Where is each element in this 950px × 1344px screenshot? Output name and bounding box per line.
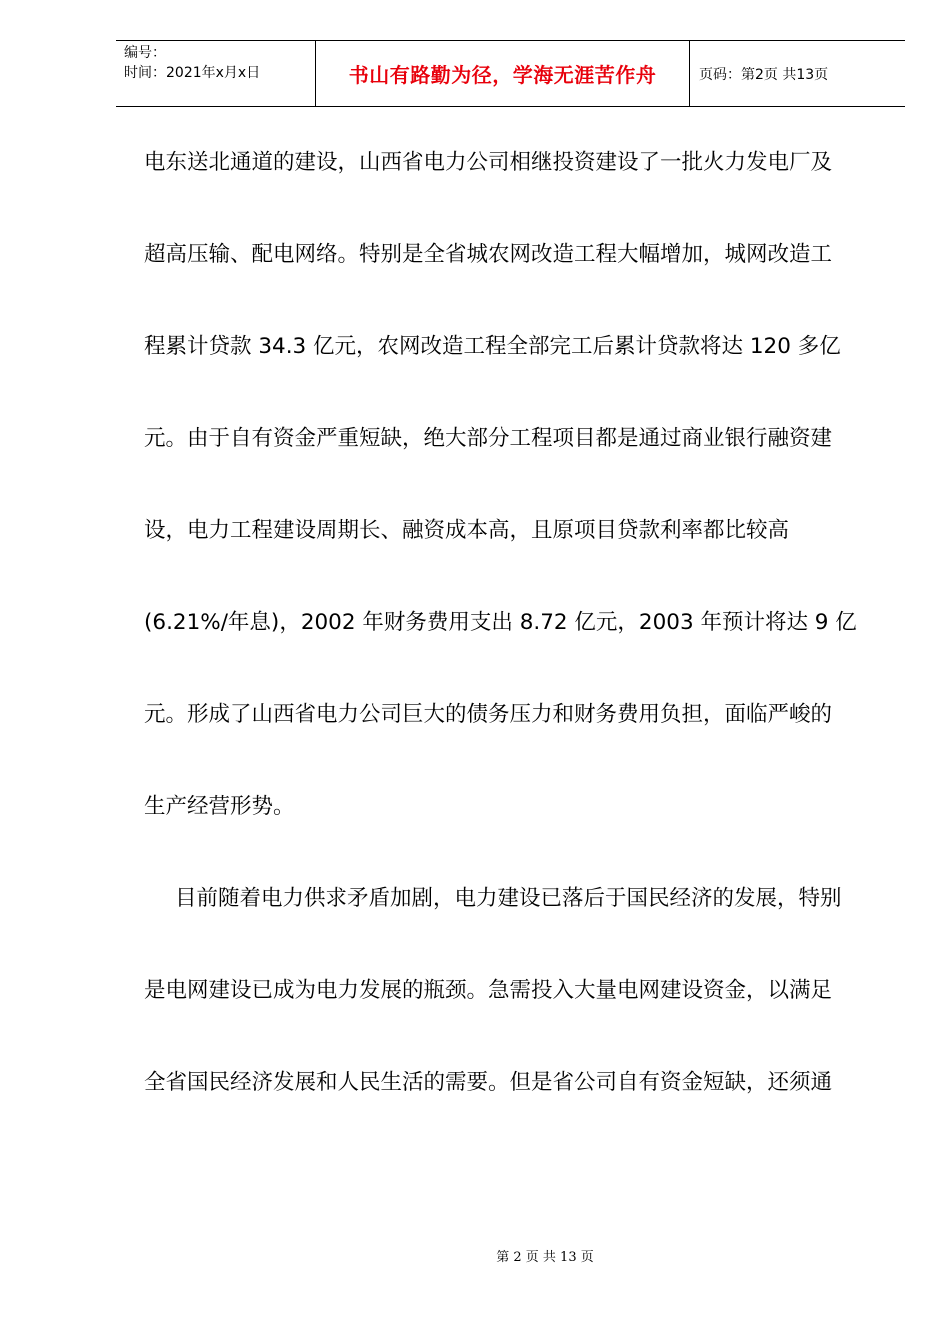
text-line: 目前随着电力供求矛盾加剧，电力建设已落后于国民经济的发展，特别 <box>175 886 842 911</box>
text-line: 程累计贷款 34.3 亿元，农网改造工程全部完工后累计贷款将达 120 多亿 <box>144 334 841 359</box>
paragraph-2 <box>144 853 876 1129</box>
paragraph-1 <box>144 117 876 853</box>
document-body <box>144 117 876 1129</box>
date-label: 时间：2021年x月x日 <box>124 65 261 81</box>
text-line: 设，电力工程建设周期长、融资成本高，且原项目贷款利率都比较高 <box>144 518 790 543</box>
page-footer: 第 2 页 共 13 页 <box>496 1250 594 1265</box>
header-page-info: 页码：第2页 共13页 <box>699 66 829 83</box>
text-line: 是电网建设已成为电力发展的瓶颈。急需投入大量电网建设资金，以满足 <box>144 978 833 1003</box>
text-line: 元。形成了山西省电力公司巨大的债务压力和财务费用负担，面临严峻的 <box>144 702 833 727</box>
header-meta <box>116 41 316 106</box>
page-header <box>116 40 905 107</box>
text-line: (6.21%/年息)，2002 年财务费用支出 8.72 亿元，2003 年预计将达 9 亿 <box>144 610 857 635</box>
text-line: 元。由于自有资金严重短缺，绝大部分工程项目都是通过商业银行融资建 <box>144 426 833 451</box>
text-line: 生产经营形势。 <box>144 794 295 819</box>
text-line: 超高压输、配电网络。特别是全省城农网改造工程大幅增加，城网改造工 <box>144 242 833 267</box>
text-line: 全省国民经济发展和人民生活的需要。但是省公司自有资金短缺，还须通 <box>144 1070 833 1095</box>
serial-number-label: 编号： <box>124 45 166 61</box>
header-motto: 书山有路勤为径，学海无涯苦作舟 <box>316 41 690 106</box>
text-line: 电东送北通道的建设，山西省电力公司相继投资建设了一批火力发电厂及 <box>144 150 833 175</box>
